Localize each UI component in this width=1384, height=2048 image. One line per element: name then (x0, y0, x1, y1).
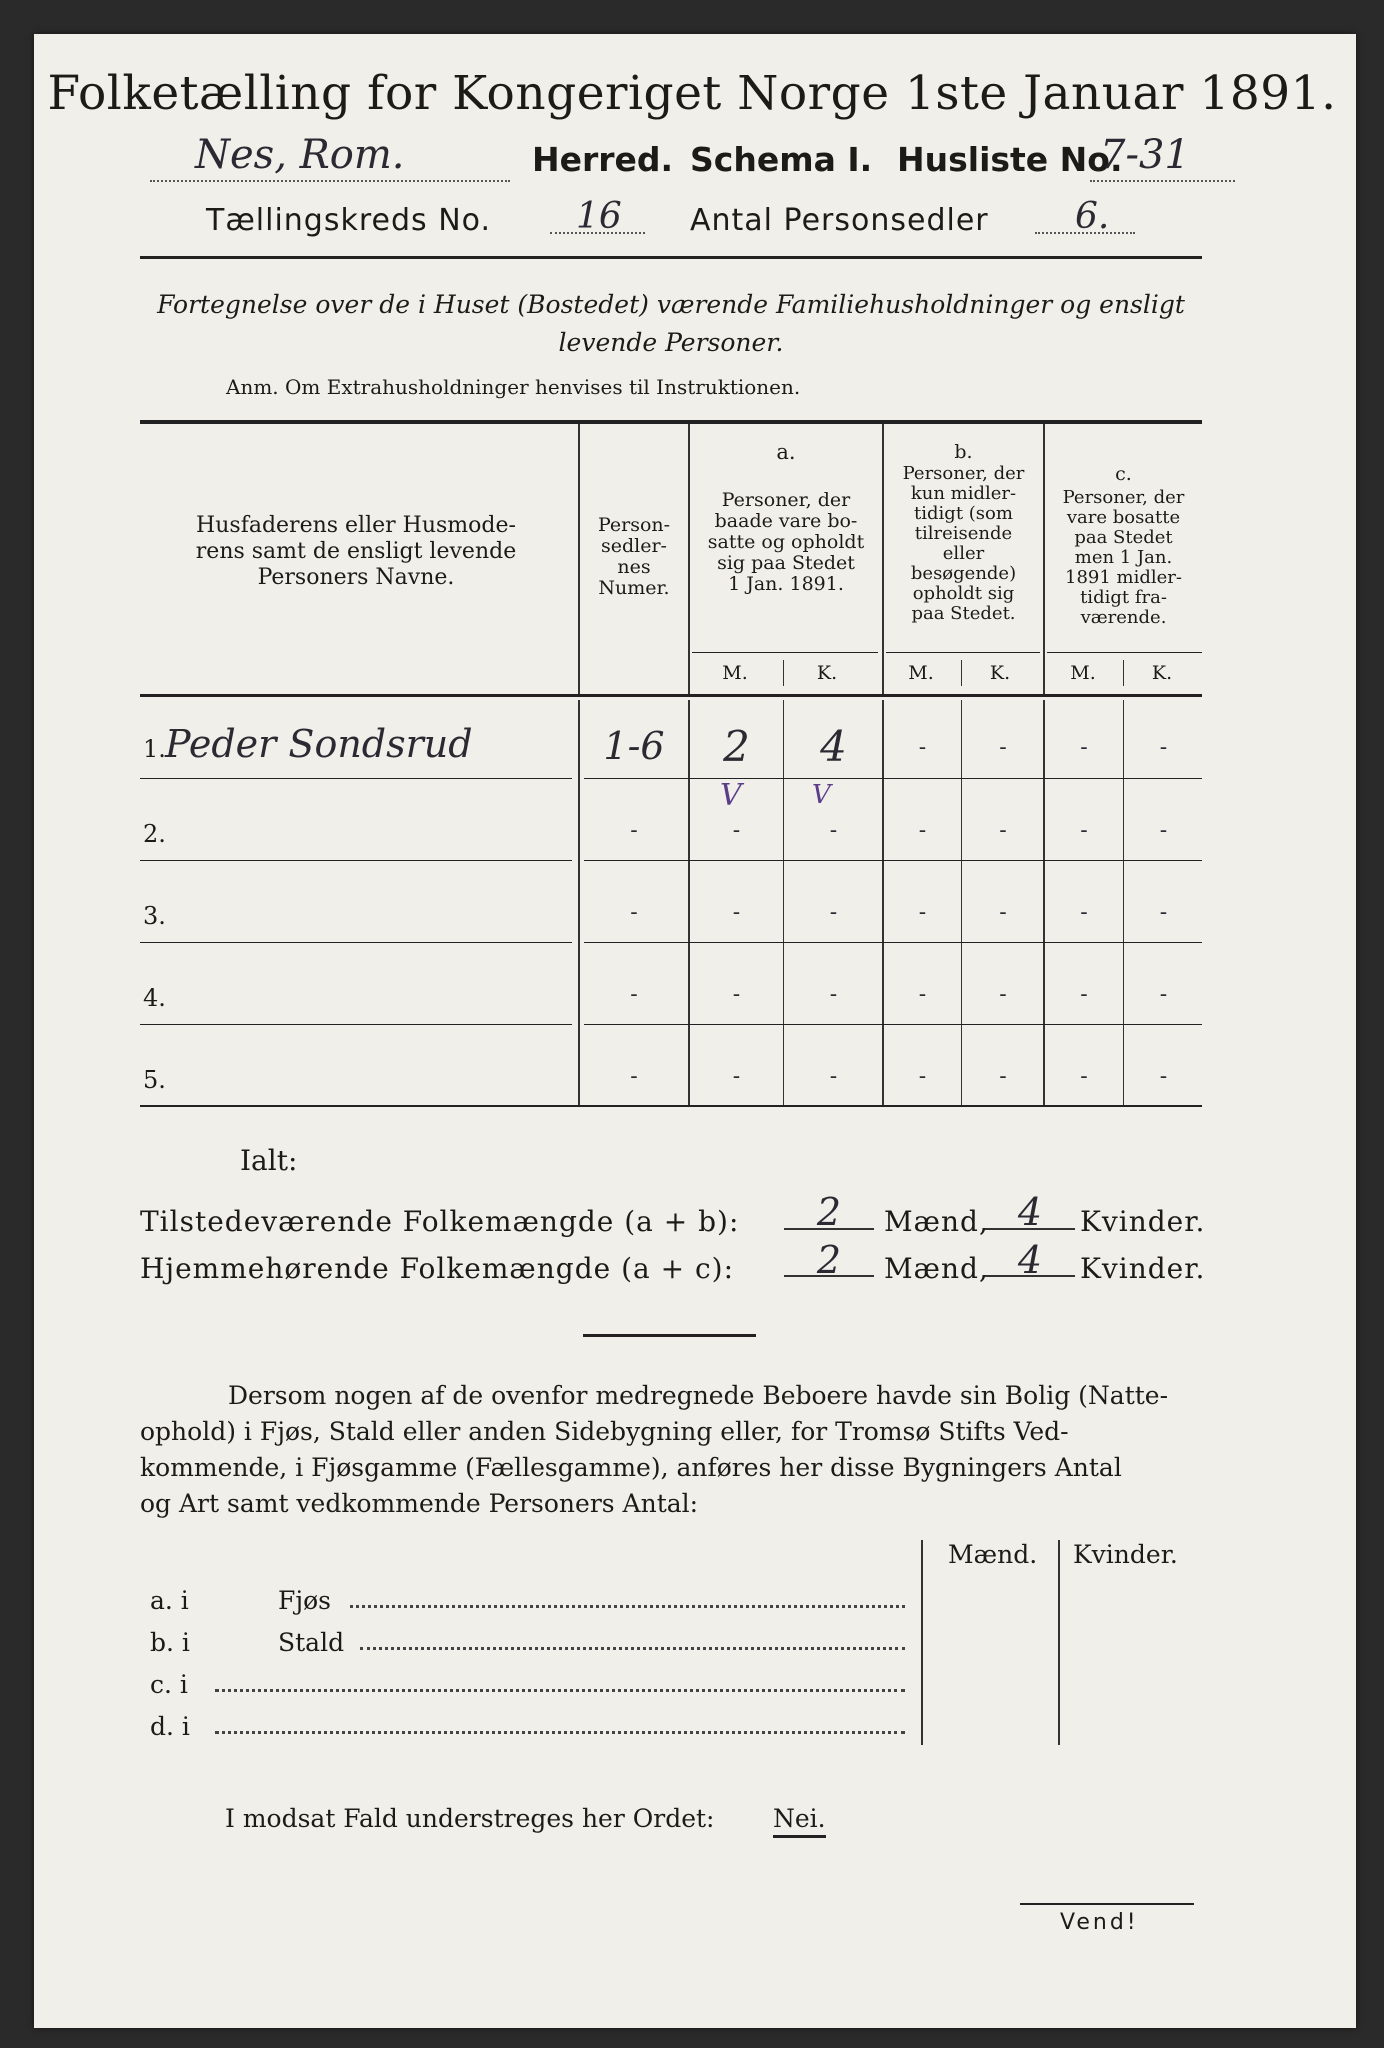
modsat-text: I modsat Fald understreges her Ordet: (225, 1804, 715, 1833)
row5-a-m: - (732, 1064, 741, 1089)
row5-num: 5. (143, 1066, 166, 1094)
section-divider (583, 1334, 756, 1337)
b-sub-rule (886, 652, 1040, 653)
header-rule (140, 256, 1202, 259)
building-c-letter: c. i (150, 1670, 188, 1699)
row3-numer: - (630, 900, 638, 925)
herred-value: Nes, Rom. (195, 132, 405, 178)
row4-numer: - (630, 982, 638, 1007)
table-header-rule (140, 694, 1202, 697)
row1-rule-name (140, 778, 572, 779)
building-d-dots (215, 1731, 905, 1734)
row2-numer: - (630, 818, 638, 843)
herred-label: Herred. (532, 140, 674, 179)
col-b-letter: b. (954, 441, 973, 463)
col-maend-label: Mænd. (948, 1540, 1038, 1569)
row5-b-k: - (999, 1064, 1007, 1089)
row1-num: 1. (143, 735, 166, 763)
row2-num: 2. (143, 820, 166, 848)
c-m-label: M. (1070, 662, 1096, 684)
form-title: Folketælling for Kongeriget Norge 1ste Januar 1891. (47, 66, 1337, 121)
building-vline-1 (921, 1540, 923, 1745)
row1-a-m: 2 (723, 722, 750, 771)
row1-c-m: - (1080, 735, 1088, 760)
row2-a-k: - (829, 818, 838, 843)
row1-numer: 1-6 (603, 724, 665, 768)
building-a-label: Fjøs (278, 1586, 331, 1615)
hjemme-k-value: 4 (1017, 1238, 1043, 1282)
tilstede-label: Tilstedeværende Folkemængde (a + b): (140, 1205, 740, 1238)
building-vline-2 (1058, 1540, 1060, 1745)
building-a-dots (350, 1605, 905, 1608)
row4-a-m: - (732, 982, 741, 1007)
row1-check-m: V (720, 778, 742, 813)
mk-sep-a (783, 660, 784, 686)
a-k-label: K. (816, 662, 838, 684)
vend-rule (1020, 1903, 1194, 1905)
col-c-letter: c. (1115, 463, 1132, 485)
anm-note: Anm. Om Extrahusholdninger henvises til Instruktionen. (226, 375, 801, 399)
row4-num: 4. (143, 984, 166, 1012)
b-k-label: K. (989, 662, 1011, 684)
tilstede-m-value: 2 (816, 1190, 842, 1234)
body-vline-7 (1123, 700, 1124, 1105)
antal-label: Antal Personsedler (690, 203, 989, 238)
building-a-letter: a. i (150, 1586, 189, 1615)
row3-num: 3. (143, 902, 166, 930)
a-m-label: M. (722, 662, 748, 684)
col-a-letter: a. (776, 440, 796, 464)
mk-sep-c (1123, 660, 1124, 686)
row2-rule-name (140, 860, 572, 861)
col-b-header: Personer, der kun midler- tidigt (som tilreisende eller besøgende) opholdt sig paa Stedet. (902, 463, 1025, 624)
row4-b-m: - (918, 982, 927, 1007)
intro-line2: levende Personer. (558, 328, 784, 357)
a-sub-rule (692, 652, 878, 653)
intro-line1: Fortegnelse over de i Huset (Bostedet) værende Familiehusholdninger og ensligt (157, 290, 1185, 319)
table-bottom-rule (140, 1105, 1202, 1107)
husliste-label: Husliste No. (897, 140, 1123, 179)
row2-c-m: - (1080, 818, 1088, 843)
b-m-label: M. (908, 662, 934, 684)
schema-label: Schema I. (690, 140, 873, 179)
row1-rule (584, 778, 1202, 779)
mk-sep-b (961, 660, 962, 686)
row3-a-m: - (732, 900, 741, 925)
tilstede-k-value: 4 (1017, 1190, 1043, 1234)
col-numer-header: Person- sedler- nes Numer. (597, 514, 671, 599)
building-d-letter: d. i (150, 1712, 190, 1741)
row1-name: Peder Sondsrud (165, 722, 473, 766)
row4-b-k: - (999, 982, 1007, 1007)
row2-rule (584, 860, 1202, 861)
col-c-header: Personer, der vare bosatte paa Stedet men 1 Jan. 1891 midler- tidigt fra- værende. (1062, 487, 1185, 628)
row2-a-m: - (732, 818, 741, 843)
row3-b-m: - (918, 900, 927, 925)
antal-value: 6. (1075, 196, 1110, 237)
row1-b-k: - (999, 735, 1007, 760)
row3-rule-name (140, 942, 572, 943)
row1-b-m: - (918, 735, 927, 760)
building-c-dots (215, 1689, 905, 1692)
row5-b-m: - (918, 1064, 927, 1089)
row1-check-k: V (812, 780, 831, 810)
col-names-header: Husfaderens eller Husmode- rens samt de ensligt levende Personers Navne. (195, 513, 517, 590)
row3-c-m: - (1080, 900, 1088, 925)
tilstede-maend-label: Mænd, (884, 1205, 989, 1238)
row5-a-k: - (829, 1064, 838, 1089)
kreds-value: 16 (576, 196, 622, 237)
row3-b-k: - (999, 900, 1007, 925)
row1-c-k: - (1159, 735, 1168, 760)
building-b-label: Stald (278, 1628, 345, 1657)
row5-numer: - (630, 1064, 638, 1089)
col-kvinder-label: Kvinder. (1073, 1540, 1178, 1569)
row5-c-k: - (1159, 1064, 1168, 1089)
col-a-header: Personer, der baade vare bo- satte og opholdt sig paa Stedet 1 Jan. 1891. (707, 489, 865, 595)
buildings-paragraph: Dersom nogen af de ovenfor medregnede Beboere havde sin Bolig (Natte- ophold) i Fjøs, Stald eller anden Sidebygning eller, for Tromsø Stifts Ved- kommende, i Fjøsgamme (Fællesgamme), anføres her disse Bygningers Antal og Art samt vedkommende Personers Antal: (140, 1381, 1169, 1518)
row2-b-m: - (918, 818, 927, 843)
c-sub-rule (1047, 652, 1202, 653)
tilstede-kvinder-label: Kvinder. (1080, 1205, 1206, 1238)
row2-b-k: - (999, 818, 1007, 843)
ialt-label: Ialt: (240, 1144, 298, 1177)
hjemme-kvinder-label: Kvinder. (1080, 1252, 1206, 1285)
c-k-label: K. (1151, 662, 1173, 684)
nei-word: Nei. (773, 1804, 826, 1838)
row4-a-k: - (829, 982, 838, 1007)
row4-rule-name (140, 1024, 572, 1025)
body-vline-3 (783, 700, 784, 1105)
row4-c-m: - (1080, 982, 1088, 1007)
vend-text: Vend! (1060, 1910, 1139, 1935)
husliste-value: 7-31 (1100, 132, 1190, 178)
row3-rule (584, 942, 1202, 943)
row2-c-k: - (1159, 818, 1168, 843)
row5-c-m: - (1080, 1064, 1088, 1089)
building-b-dots (360, 1647, 905, 1650)
building-b-letter: b. i (150, 1628, 190, 1657)
body-vline-5 (961, 700, 962, 1105)
row4-c-k: - (1159, 982, 1168, 1007)
kreds-label: Tællingskreds No. (206, 203, 491, 238)
row3-c-k: - (1159, 900, 1168, 925)
hjemme-label: Hjemmehørende Folkemængde (a + c): (140, 1252, 734, 1285)
row3-a-k: - (829, 900, 838, 925)
hjemme-m-value: 2 (816, 1238, 842, 1282)
row1-a-k: 4 (820, 722, 847, 771)
row4-rule (584, 1024, 1202, 1025)
hjemme-maend-label: Mænd, (884, 1252, 989, 1285)
